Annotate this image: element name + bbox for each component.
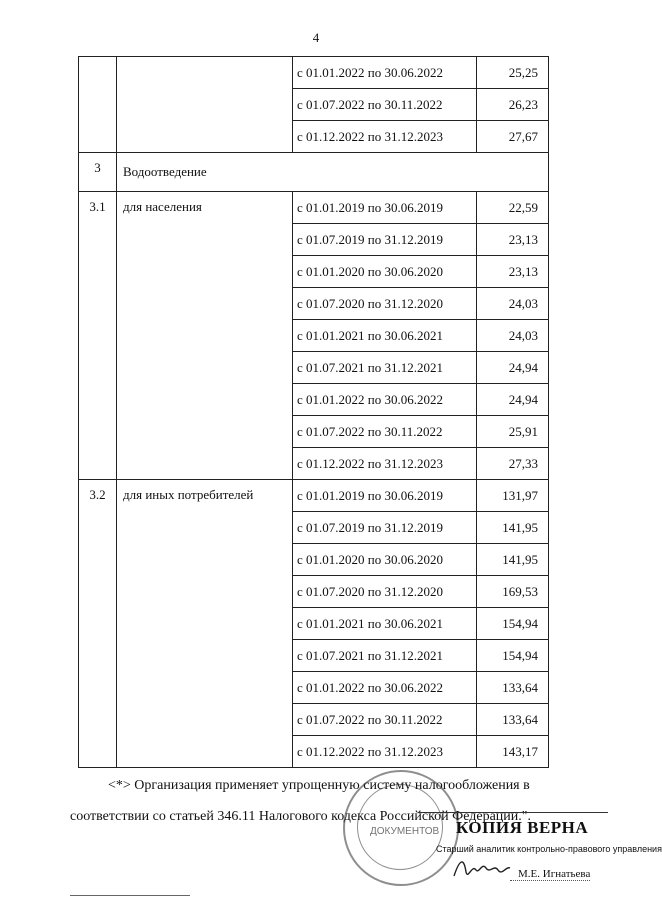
footnote-line-2: соответствии со статьей 346.11 Налогового кодекса Российской Федерации.". [70, 809, 532, 824]
period-cell: с 01.07.2022 по 30.11.2022 [293, 416, 477, 448]
table-row [79, 480, 549, 512]
consumer-cell: для населения [117, 192, 293, 480]
tariff-value-cell: 24,03 [477, 288, 549, 320]
period-cell: с 01.01.2021 по 30.06.2021 [293, 608, 477, 640]
period-cell: с 01.07.2020 по 31.12.2020 [293, 288, 477, 320]
consumer-cell [117, 57, 293, 153]
tariff-table-body [79, 57, 549, 768]
tariff-value-cell: 27,33 [477, 448, 549, 480]
period-cell: с 01.12.2022 по 31.12.2023 [293, 448, 477, 480]
certification-top-line [418, 812, 608, 813]
certification-role: Старший аналитик контрольно-правового управления [436, 844, 662, 854]
tariff-table [78, 56, 549, 768]
certification-title: КОПИЯ ВЕРНА [456, 818, 589, 837]
tariff-value-cell: 154,94 [477, 640, 549, 672]
period-cell: с 01.01.2020 по 30.06.2020 [293, 256, 477, 288]
tariff-value-cell: 25,25 [477, 57, 549, 89]
tariff-value-cell: 27,67 [477, 121, 549, 153]
period-cell: с 01.07.2021 по 31.12.2021 [293, 352, 477, 384]
period-cell: с 01.12.2022 по 31.12.2023 [293, 736, 477, 768]
tariff-value-cell: 26,23 [477, 89, 549, 121]
tariff-value-cell: 133,64 [477, 704, 549, 736]
period-cell: с 01.01.2022 по 30.06.2022 [293, 384, 477, 416]
signature-line [510, 880, 590, 881]
tariff-value-cell: 133,64 [477, 672, 549, 704]
period-cell: с 01.07.2020 по 31.12.2020 [293, 576, 477, 608]
tariff-value-cell: 25,91 [477, 416, 549, 448]
period-cell: с 01.01.2022 по 30.06.2022 [293, 57, 477, 89]
period-cell: с 01.01.2021 по 30.06.2021 [293, 320, 477, 352]
tariff-value-cell: 23,13 [477, 256, 549, 288]
tariff-value-cell: 141,95 [477, 512, 549, 544]
table-row [79, 153, 549, 192]
consumer-cell: для иных потребителей [117, 480, 293, 768]
tariff-value-cell: 24,03 [477, 320, 549, 352]
table-row [79, 192, 549, 224]
page-number: 4 [312, 30, 320, 45]
section-number-cell: 3 [79, 153, 117, 192]
tariff-value-cell: 169,53 [477, 576, 549, 608]
row-number-cell: 3.1 [79, 192, 117, 480]
period-cell: с 01.12.2022 по 31.12.2023 [293, 121, 477, 153]
period-cell: с 01.07.2019 по 31.12.2019 [293, 512, 477, 544]
tariff-value-cell: 154,94 [477, 608, 549, 640]
table-row [79, 57, 549, 89]
period-cell: с 01.01.2019 по 30.06.2019 [293, 480, 477, 512]
tariff-value-cell: 22,59 [477, 192, 549, 224]
period-cell: с 01.07.2022 по 30.11.2022 [293, 89, 477, 121]
certification-stamp [418, 812, 662, 902]
tariff-value-cell: 131,97 [477, 480, 549, 512]
seal-docs-label: ДОКУМЕНТОВ [370, 826, 440, 837]
certification-name: М.Е. Игнатьева [518, 868, 591, 880]
period-cell: с 01.07.2022 по 30.11.2022 [293, 704, 477, 736]
tariff-value-cell: 23,13 [477, 224, 549, 256]
period-cell: с 01.01.2022 по 30.06.2022 [293, 672, 477, 704]
signature-icon [452, 854, 512, 882]
period-cell: с 01.07.2019 по 31.12.2019 [293, 224, 477, 256]
tariff-value-cell: 143,17 [477, 736, 549, 768]
period-cell: с 01.01.2019 по 30.06.2019 [293, 192, 477, 224]
section-title-cell: Водоотведение [117, 153, 549, 192]
row-number-cell [79, 57, 117, 153]
period-cell: с 01.01.2020 по 30.06.2020 [293, 544, 477, 576]
footnote-line-1: <*> Организация применяет упрощенную систему налогообложения в [108, 778, 530, 793]
period-cell: с 01.07.2021 по 31.12.2021 [293, 640, 477, 672]
footnote-separator [70, 895, 190, 896]
row-number-cell: 3.2 [79, 480, 117, 768]
tariff-value-cell: 24,94 [477, 384, 549, 416]
tariff-value-cell: 141,95 [477, 544, 549, 576]
tariff-value-cell: 24,94 [477, 352, 549, 384]
